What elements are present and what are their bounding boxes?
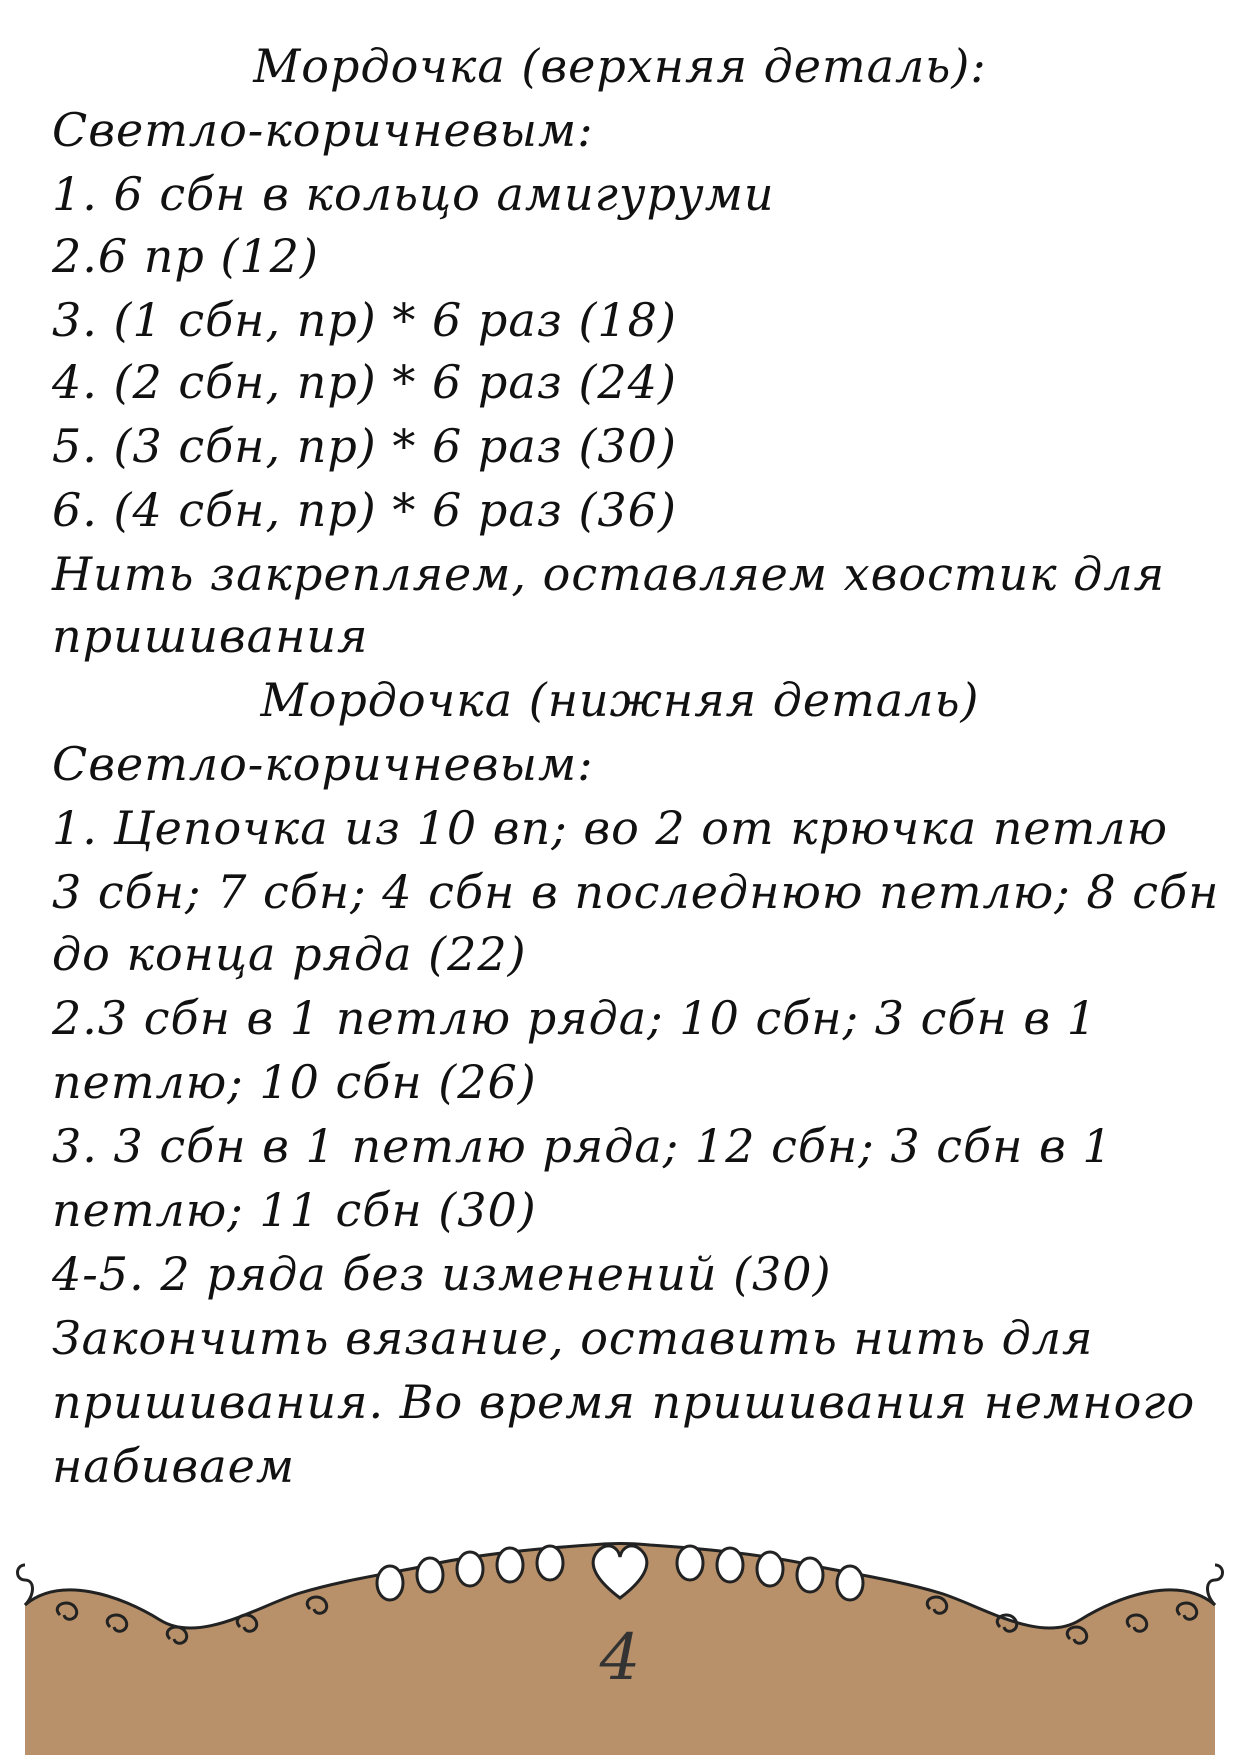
section1-color: Светло-коричневым: [52, 103, 594, 157]
section1-row: 5. (3 сбн, пр) * 6 раз (30) [52, 419, 677, 473]
left-curl [18, 1565, 33, 1605]
page-number: 4 [599, 1621, 641, 1695]
section1-heading: Мордочка (верхняя деталь): [253, 39, 987, 93]
section2-line: до конца ряда (22) [52, 927, 527, 981]
section2-heading: Мордочка (нижняя деталь) [260, 673, 980, 727]
section2-color: Светло-коричневым: [52, 737, 594, 791]
section2-line: 4-5. 2 ряда без изменений (30) [52, 1247, 832, 1301]
section2-line: пришивания. Во время пришивания немного [52, 1375, 1196, 1429]
section2-line: 3. 3 сбн в 1 петлю ряда; 12 сбн; 3 сбн в 1 [52, 1119, 1113, 1173]
section2-line: Закончить вязание, оставить нить для [52, 1311, 1094, 1365]
section1-finish-line1: Нить закрепляем, оставляем хвостик для [52, 547, 1166, 601]
section2-line: петлю; 10 сбн (26) [52, 1055, 537, 1109]
section1-row: 1. 6 сбн в кольцо амигуруми [52, 167, 775, 221]
section1-row: 3. (1 сбн, пр) * 6 раз (18) [52, 293, 677, 347]
section2-line: набиваем [52, 1439, 295, 1493]
section2-line: 2.3 сбн в 1 петлю ряда; 10 сбн; 3 сбн в 1 [52, 991, 1098, 1045]
section1-row: 4. (2 сбн, пр) * 6 раз (24) [52, 355, 677, 409]
section1-row: 6. (4 сбн, пр) * 6 раз (36) [52, 483, 677, 537]
section2-line: петлю; 11 сбн (30) [52, 1183, 537, 1237]
section2-line: 1. Цепочка из 10 вп; во 2 от крючка петлю [52, 801, 1169, 855]
section2-line: 3 сбн; 7 сбн; 4 сбн в последнюю петлю; 8 сбн [52, 865, 1220, 919]
section1-row: 2.6 пр (12) [52, 229, 319, 283]
section1-finish-line2: пришивания [52, 609, 369, 663]
right-curl [1208, 1565, 1223, 1605]
